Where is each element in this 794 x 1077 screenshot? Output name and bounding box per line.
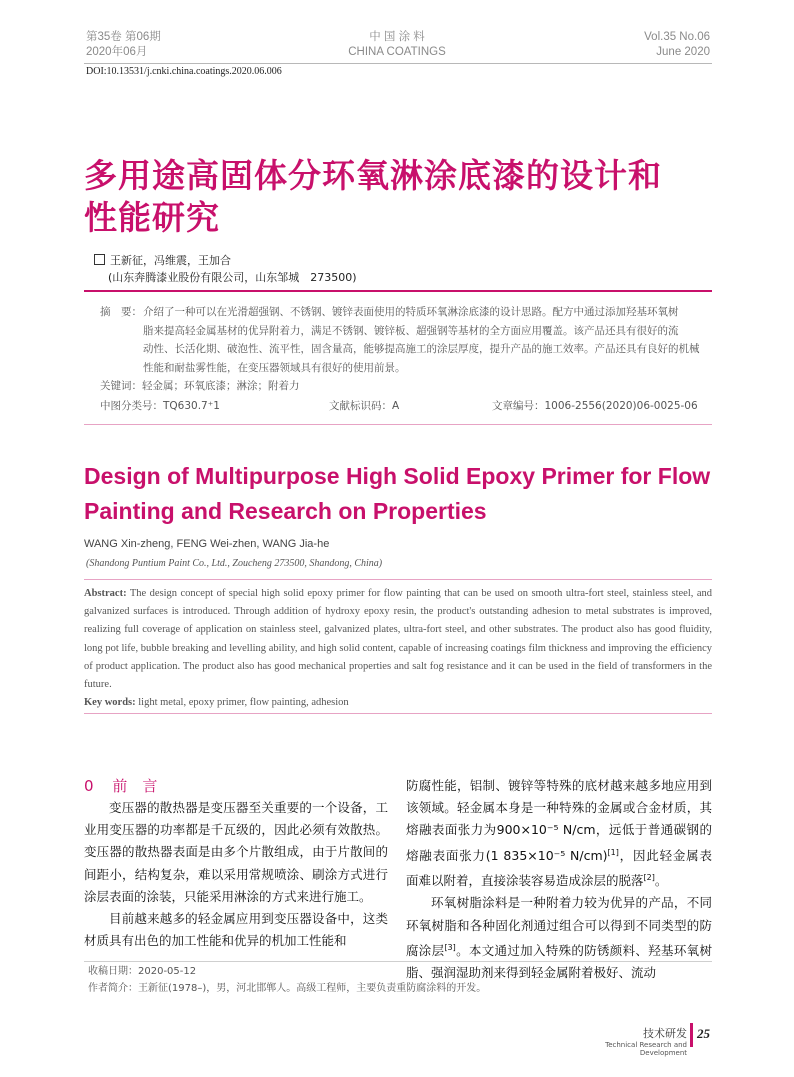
title-divider xyxy=(84,290,712,292)
footer-section-en: Technical Research and Development xyxy=(605,1041,687,1057)
square-bullet-icon xyxy=(94,254,105,265)
keywords-en-text: light metal, epoxy primer, flow painting, adhesion xyxy=(135,697,349,709)
body-text: 环氧树脂涂料是一种附着力较为优异的产品，不同环氧树脂和各种固化剂通过组合可以得到不同类型的防腐涂层 xyxy=(406,895,712,958)
citation[interactable]: [1] xyxy=(607,847,619,857)
page-number: 25 xyxy=(697,1026,710,1041)
title-en-line1: Design of Multipurpose High Solid Epoxy Primer for Flow xyxy=(84,463,711,489)
citation[interactable]: [3] xyxy=(444,942,456,952)
title-en-line2: Painting and Research on Properties xyxy=(84,498,487,524)
authors-cn: 王新征，冯维震，王加合 xyxy=(110,254,231,267)
clc-number: 中图分类号：TQ630.7⁺1 xyxy=(100,400,220,412)
abstract-cn-line: 脂来提高轻金属基材的优异附着力，满足不锈钢、镀锌板、超强钢等基材的全方面应用覆盖。该产品还具有很好的流 xyxy=(143,324,679,337)
doi: DOI:10.13531/j.cnki.china.coatings.2020.06.006 xyxy=(86,66,282,77)
affiliation-cn: (山东奔腾漆业股份有限公司，山东邹城 273500) xyxy=(108,271,357,284)
document-code: 文献标识码：A xyxy=(329,400,400,412)
header-rule xyxy=(84,63,712,64)
volume-issue-en: Vol.35 No.06 xyxy=(644,31,710,43)
article-number: 文章编号：1006-2556(2020)06-0025-06 xyxy=(492,400,698,412)
title-cn-line2: 性能研究 xyxy=(84,198,220,237)
author-bio: 作者简介：王新征(1978–)，男，河北邯郸人。高级工程师，主要负责重防腐涂料的开发。 xyxy=(88,983,487,994)
keywords-cn: 关键词：轻金属；环氧底漆；淋涂；附着力 xyxy=(100,380,300,392)
journal-name xyxy=(297,30,497,60)
abstract-cn-label: 摘 要： xyxy=(100,306,142,318)
abstract-cn-line: 动性、长活化期、破泡性、流平性，固含量高，能够提高施工的涂层厚度，提升产品的施工效率。产品还具有良好的机械 xyxy=(143,343,700,355)
title-cn xyxy=(84,155,724,239)
abstract-en-label: Abstract: xyxy=(84,588,127,599)
footer-accent-bar xyxy=(690,1023,693,1047)
body-text: 。 xyxy=(654,873,668,889)
body-paragraph: 目前越来越多的轻金属应用到变压器设备中，这类材质具有出色的加工性能和优异的机加工性能和 xyxy=(84,911,388,949)
section-title: 前 言 xyxy=(112,777,158,795)
body-column-left xyxy=(84,797,388,952)
keywords-en-label: Key words: xyxy=(84,697,136,709)
authors-en: WANG Xin-zheng, FENG Wei-zhen, WANG Jia-he xyxy=(84,538,330,550)
body-paragraph: 变压器的散热器是变压器至关重要的一个设备，工业用变压器的功率都是千瓦级的，因此必须有效散热。变压器的散热器表面是由多个片散组成，由于片散间的间距小，结构复杂，难以采用常规喷涂、刷涂方式进行涂层表面的涂装，只能采用淋涂的方式来进行施工。 xyxy=(84,800,388,904)
authors-cn-block xyxy=(94,252,357,286)
abstract-en xyxy=(84,585,712,712)
abstract-en-text: The design concept of special high solid epoxy primer for flow painting that can be used on smooth ultra-fort steel, stainless steel, and galvanized surfaces is introduced. Through addition of hydroxy epoxy resin, the product's outstanding adhesion to metal substrates is improved, realizing full coverage of application on stainless steel, galvanized plates, ultra-fort steel, and other substrates. The product also has good fluidity, long pot life, bubble breaking and levelling ability, and high solid content, capable of increasing coatings film thickness and improving the efficiency of product application. The product also has good mechanical properties and salt fog resistance and it can be used in the field of transformers in the future. xyxy=(84,588,712,691)
body-paragraph xyxy=(406,775,712,892)
date-cn: 2020年06月 xyxy=(86,46,148,58)
cn-abstract-divider xyxy=(84,424,712,425)
footnote-rule xyxy=(84,961,712,962)
en-abstract-divider xyxy=(84,713,712,714)
title-cn-line1: 多用途高固体分环氧淋涂底漆的设计和 xyxy=(84,156,662,195)
title-en xyxy=(84,459,744,529)
journal-issue-cn xyxy=(86,30,161,60)
footer-section xyxy=(560,1025,687,1057)
section-number: 0 xyxy=(84,777,94,795)
footnotes xyxy=(88,963,486,997)
abstract-cn-line: 介绍了一种可以在光滑超强钢、不锈钢、镀锌表面使用的特质环氧淋涂底漆的设计思路。配方中通过添加羟基环氧树 xyxy=(143,306,679,318)
received-date: 收稿日期：2020-05-12 xyxy=(88,966,197,977)
footer-section-cn: 技术研发 xyxy=(643,1027,687,1040)
body-column-right xyxy=(406,775,712,984)
body-text: 。本文通过加入特殊的防锈颜料、羟基环氧树脂、强润湿助剂来得到轻金属附着极好、流动 xyxy=(406,942,712,981)
abstract-cn xyxy=(100,303,700,396)
date-en: June 2020 xyxy=(656,46,710,58)
body-text: ，因此轻金属表面难以附着，直接涂装容易造成涂层的脱落 xyxy=(406,847,712,889)
abstract-cn-line: 性能和耐盐雾性能，在变压器领域具有很好的使用前景。 xyxy=(143,361,406,374)
journal-name-cn: 中 国 涂 料 xyxy=(369,31,425,43)
en-affiliation-divider xyxy=(84,579,712,580)
volume-issue-cn: 第35卷 第06期 xyxy=(86,31,161,43)
journal-issue-en xyxy=(644,30,710,60)
section-heading xyxy=(84,775,157,796)
body-text: 防腐性能，铝制、镀锌等特殊的底材越来越多地应用到该领域。轻金属本身是一种特殊的金属或合金材质，其熔融表面张力为900×10⁻⁵ N/cm，远低于普通碳钢的熔融表面张力(1 835×10⁻⁵ N/cm) xyxy=(406,778,712,863)
affiliation-en: (Shandong Puntium Paint Co., Ltd., Zoucheng 273500, Shandong, China) xyxy=(86,558,383,569)
journal-name-en: CHINA COATINGS xyxy=(348,46,446,58)
citation[interactable]: [2] xyxy=(643,872,655,882)
